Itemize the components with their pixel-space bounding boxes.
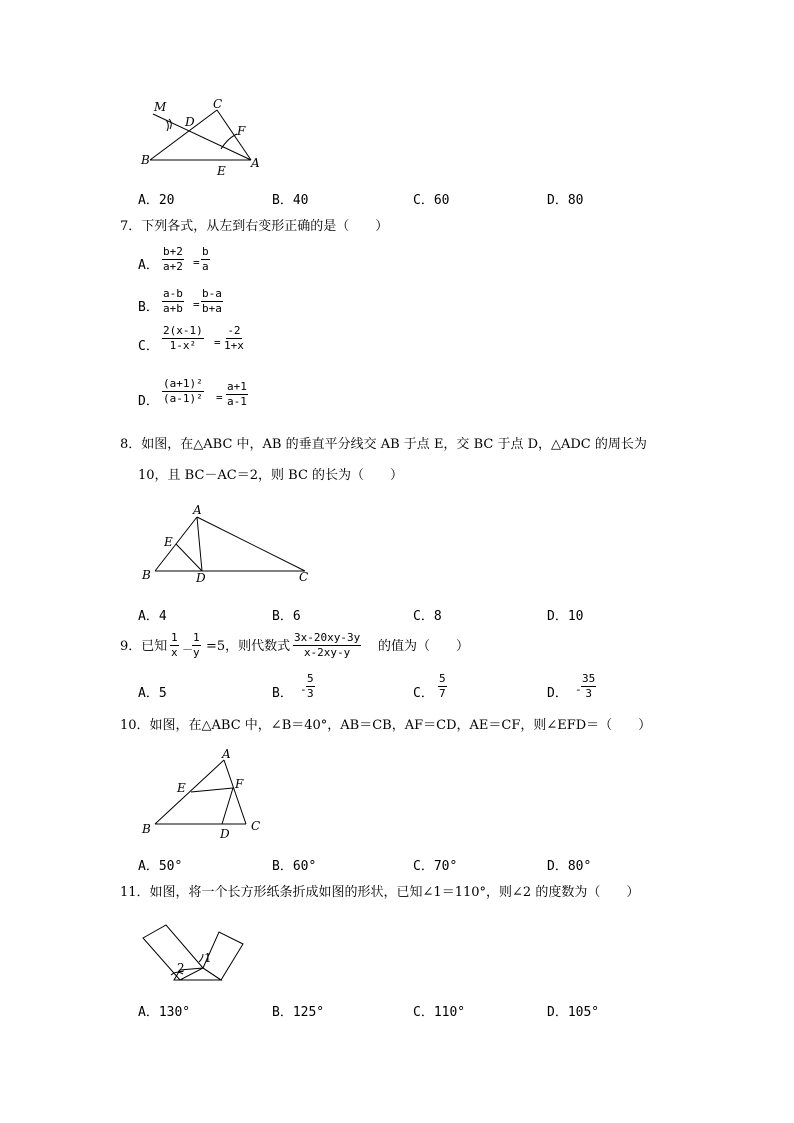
q10-stem: 10．如图，在△ABC 中，∠B＝40°，AB＝CB，AF＝CD，AE＝CF，则∠EFD＝（ ） — [120, 718, 652, 733]
q7-option-d-letter[interactable]: D． — [138, 394, 159, 409]
q10-label-e: E — [177, 781, 186, 795]
q8-label-e: E — [164, 535, 173, 549]
q6-label-c: C — [213, 97, 223, 111]
q6-label-m: M — [154, 100, 167, 114]
q7-c-right-fraction: $\frac{-2}{1+x}$ — [224, 324, 244, 353]
q6-option-a[interactable]: A．20 — [138, 193, 175, 208]
q7-d-right-fraction: $\frac{a+1}{a-1}$ — [227, 380, 247, 409]
q9-fraction-1y: $\frac{1}{y}$ — [193, 631, 200, 660]
q7-option-c-letter[interactable]: C． — [138, 339, 159, 354]
q8-option-d[interactable]: D．10 — [547, 609, 584, 624]
q8-label-d: D — [196, 571, 206, 585]
q10-option-d[interactable]: D．80° — [547, 859, 592, 874]
q9-option-a[interactable]: A．5 — [138, 686, 167, 701]
q7-a-equals: = — [193, 256, 200, 269]
q11-stem: 11．如图，将一个长方形纸条折成如图的形状，已知∠1＝110°，则∠2 的度数为（ ） — [120, 885, 640, 900]
q9-option-d-sign: - — [575, 683, 582, 696]
q7-d-left-fraction: $\frac{\text{(a+1)²}}{\text{(a-1)²}}$ — [163, 377, 203, 406]
q8-option-b[interactable]: B．6 — [272, 609, 301, 624]
q9-fraction-1x: $\frac{1}{x}$ — [171, 631, 178, 660]
q10-option-c[interactable]: C．70° — [413, 859, 458, 874]
q11-option-a[interactable]: A．130° — [138, 1005, 191, 1020]
q10-label-b: B — [142, 822, 151, 836]
q9-option-c-letter[interactable]: C． — [413, 686, 434, 701]
q7-b-right-fraction: $\frac{b-a}{b+a}$ — [202, 287, 222, 316]
q9-option-b-letter[interactable]: B． — [272, 686, 293, 701]
q8-label-a: A — [193, 503, 202, 517]
q10-label-c: C — [251, 819, 261, 833]
q6-label-a: A — [251, 156, 260, 170]
q6-option-b[interactable]: B．40 — [272, 193, 309, 208]
q9-suffix: 的值为（ ） — [378, 639, 470, 654]
q11-option-d[interactable]: D．105° — [547, 1005, 600, 1020]
q8-label-c: C — [299, 570, 309, 584]
q10-label-d: D — [220, 827, 230, 841]
q7-c-equals: = — [214, 336, 221, 349]
q11-option-b[interactable]: B．125° — [272, 1005, 325, 1020]
q7-b-equals: = — [193, 298, 200, 311]
q7-a-right-fraction: $\frac{b}{a}$ — [202, 245, 209, 274]
q7-a-left-fraction: $\frac{b+2}{a+2}$ — [163, 245, 183, 274]
q11-angle-2-label: 2 — [177, 961, 185, 975]
q9-option-d-letter[interactable]: D． — [547, 686, 568, 701]
q8-option-a[interactable]: A．4 — [138, 609, 167, 624]
q8-stem-line2: 10，且 BC－AC＝2，则 BC 的长为（ ） — [138, 468, 404, 483]
q9-option-d-fraction: $\frac{35}{3}$ — [582, 672, 596, 701]
q10-figure — [140, 745, 270, 840]
q6-figure — [140, 98, 270, 178]
q6-label-b: B — [141, 153, 150, 167]
q10-label-a: A — [222, 747, 231, 761]
q10-option-b[interactable]: B．60° — [272, 859, 317, 874]
q6-option-c[interactable]: C．60 — [413, 193, 450, 208]
q10-option-a[interactable]: A．50° — [138, 859, 183, 874]
q6-label-e: E — [217, 164, 226, 178]
q8-option-c[interactable]: C．8 — [413, 609, 442, 624]
q9-prefix: 9．已知 — [120, 639, 168, 654]
q6-label-d: D — [185, 115, 195, 129]
q9-expression-fraction: $\frac{3x-20xy-3y}{x-2xy-y}$ — [294, 631, 361, 660]
q11-option-c[interactable]: C．110° — [413, 1005, 466, 1020]
q9-condition: =5，则代数式 — [206, 639, 291, 654]
q7-option-a-letter[interactable]: A． — [138, 258, 159, 273]
q8-label-b: B — [142, 568, 151, 582]
q8-stem-line1: 8．如图，在△ABC 中，AB 的垂直平分线交 AB 于点 E，交 BC 于点 D，△ADC 的周长为 — [120, 437, 647, 452]
q9-option-c-fraction: $\frac{5}{7}$ — [439, 672, 446, 701]
q7-stem: 7．下列各式，从左到右变形正确的是（ ） — [120, 219, 389, 234]
q10-label-f: F — [235, 777, 244, 791]
q7-b-left-fraction: $\frac{a-b}{a+b}$ — [163, 287, 183, 316]
q9-option-b-fraction: $\frac{5}{3}$ — [307, 672, 314, 701]
q8-figure — [140, 500, 320, 590]
q6-option-d[interactable]: D．80 — [547, 193, 584, 208]
q7-option-b-letter[interactable]: B． — [138, 300, 159, 315]
q11-figure — [140, 918, 250, 988]
q7-d-equals: = — [216, 391, 223, 404]
q9-minus: － — [182, 643, 193, 656]
q6-label-f: F — [237, 124, 246, 138]
q11-angle-1-label: 1 — [204, 951, 212, 965]
q9-option-b-sign: - — [300, 683, 307, 696]
q7-c-left-fraction: $\frac{2(x-1)}{\text{1-x²}}$ — [163, 324, 203, 353]
